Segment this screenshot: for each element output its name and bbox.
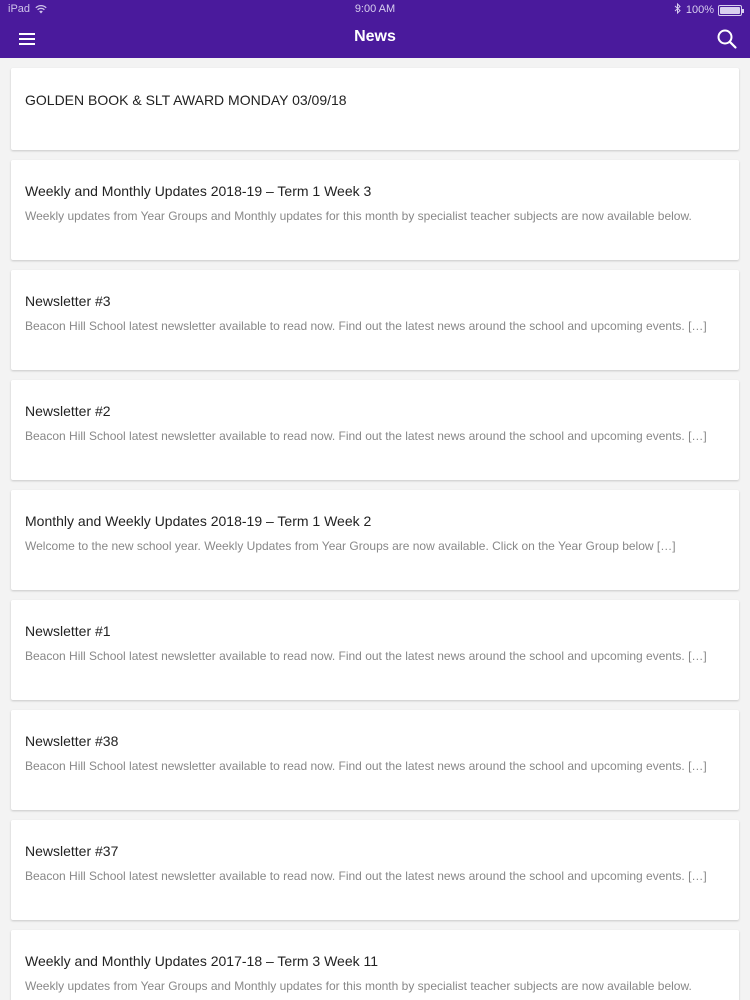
battery-icon [718, 5, 742, 16]
news-item-title: Monthly and Weekly Updates 2018-19 – Term 1 Week 2 [25, 513, 372, 529]
news-item[interactable] [11, 380, 739, 480]
news-item-excerpt: Weekly updates from Year Groups and Monthly updates for this month by specialist teacher subjects are now available below. [25, 209, 692, 223]
news-item[interactable] [11, 820, 739, 920]
battery-percent: 100% [685, 4, 714, 16]
news-list[interactable] [0, 58, 750, 1000]
news-item-excerpt: Welcome to the new school year. Weekly Updates from Year Groups are now available. Click on the Year Group below […] [25, 539, 676, 553]
search-icon[interactable] [714, 26, 740, 52]
news-item[interactable] [11, 490, 739, 590]
status-right [674, 3, 742, 17]
device-label: iPad [8, 3, 31, 15]
news-item-title: Newsletter #3 [25, 293, 111, 309]
news-item-excerpt: Beacon Hill School latest newsletter available to read now. Find out the latest news around the school and upcoming events. […] [25, 649, 707, 663]
news-item[interactable] [11, 160, 739, 260]
status-time: 9:00 AM [354, 3, 396, 15]
news-item-title: Newsletter #38 [25, 733, 119, 749]
app-header [0, 20, 750, 58]
page-title: News [354, 28, 396, 45]
news-item-excerpt: Weekly updates from Year Groups and Monthly updates for this month by specialist teacher subjects are now available below. [25, 979, 692, 993]
news-item[interactable] [11, 600, 739, 700]
news-item-title: Weekly and Monthly Updates 2018-19 – Term 1 Week 3 [25, 183, 372, 199]
news-item-excerpt: Beacon Hill School latest newsletter available to read now. Find out the latest news around the school and upcoming events. […] [25, 429, 707, 443]
status-bar [0, 0, 750, 20]
news-item-title: GOLDEN BOOK & SLT AWARD MONDAY 03/09/18 [25, 92, 347, 108]
news-item-title: Newsletter #37 [25, 843, 119, 859]
news-item-title: Newsletter #2 [25, 403, 111, 419]
news-item[interactable] [11, 710, 739, 810]
bluetooth-icon [674, 3, 682, 17]
news-item-excerpt: Beacon Hill School latest newsletter available to read now. Find out the latest news around the school and upcoming events. […] [25, 869, 707, 883]
news-item-excerpt: Beacon Hill School latest newsletter available to read now. Find out the latest news around the school and upcoming events. […] [25, 759, 707, 773]
news-item-excerpt: Beacon Hill School latest newsletter available to read now. Find out the latest news around the school and upcoming events. […] [25, 319, 707, 333]
news-item[interactable] [11, 270, 739, 370]
news-item-title: Weekly and Monthly Updates 2017-18 – Term 3 Week 11 [25, 953, 379, 969]
news-item[interactable] [11, 68, 739, 150]
news-item[interactable] [11, 930, 739, 1000]
news-item-title: Newsletter #1 [25, 623, 111, 639]
search-button[interactable] [714, 26, 740, 52]
